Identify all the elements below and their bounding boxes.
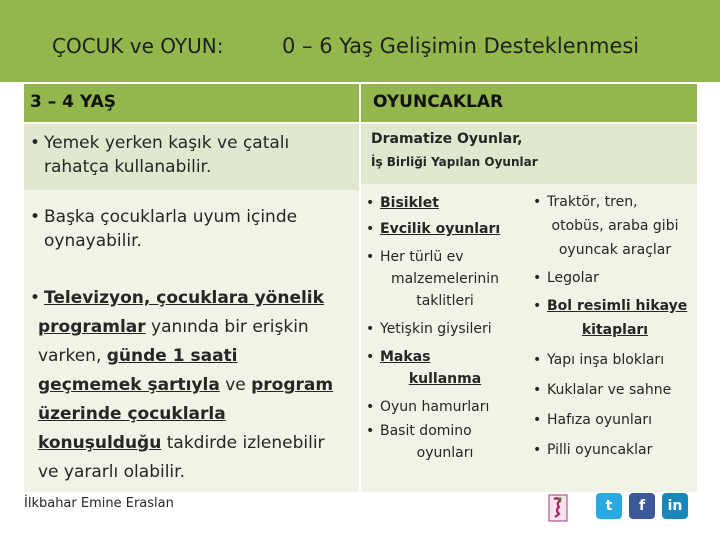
title-part2: 0 – 6 Yaş Gelişimin Desteklenmesi (282, 34, 640, 58)
right-row1-line2: İş Birliği Yapılan Oyunlar (371, 155, 538, 169)
right-column-header: OYUNCAKLAR (361, 84, 697, 122)
title-part1: ÇOCUK ve OYUN: (52, 34, 224, 58)
author-footer: İlkbahar Emine Eraslan (24, 496, 174, 511)
left-item-3: • Televizyon, çocuklara yönelik programlar yanında bir erişkin varken, günde 1 saati geçmemek şartıyla ve program üzerinde çocuklarla konuşulduğu takdirde izlenebilir ve yararlı olabilir. (30, 288, 334, 482)
toy-list-a: • Bisiklet • Evcilik oyunları • Her türlü ev malzemelerinin taklitleri • Yetişkin giysileri • Makas kullanma • Oyun hamurları • Basit domino oyunları (366, 195, 501, 461)
toy-list-b: • Traktör, tren, otobüs, araba gibi oyuncak araçlar • Legolar • Bol resimli hikaye kitapları • Yapı inşa blokları • Kuklalar ve sahne • Hafıza oyunları • Pilli oyuncaklar (533, 194, 688, 458)
facebook-icon[interactable]: f (629, 493, 655, 519)
twitter-icon[interactable]: t (596, 493, 622, 519)
left-item-2: • Başka çocuklarla uyum içinde oynayabilir. (30, 207, 298, 251)
linkedin-icon[interactable]: in (662, 493, 688, 519)
author-logo-icon (548, 494, 568, 522)
slide-title (0, 0, 720, 82)
left-item-1: • Yemek yerken kaşık ve çatalı rahatça kullanabilir. (30, 133, 290, 177)
left-column-header: 3 – 4 YAŞ (24, 84, 359, 122)
right-row1-line1: Dramatize Oyunlar, (371, 131, 523, 147)
